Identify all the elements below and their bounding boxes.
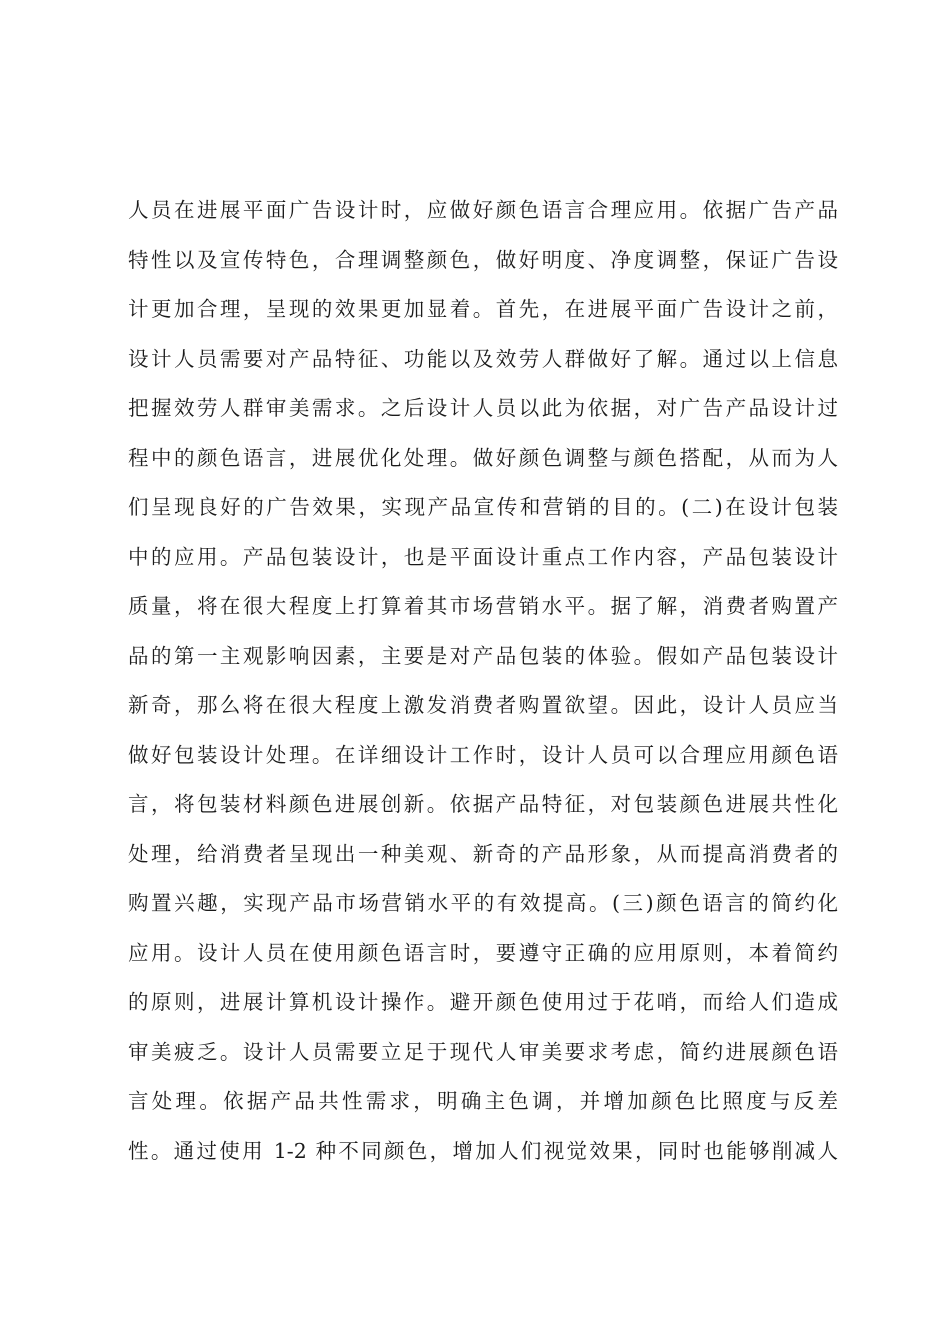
text-line-20: 性。通过使用 1-2 种不同颜色，增加人们视觉效果，同时也能够削减人 bbox=[128, 1138, 838, 1163]
text-line-16: 应用。设计人员在使用颜色语言时，要遵守正确的应用原则，本着简约 bbox=[128, 940, 838, 965]
text-line-14: 处理，给消费者呈现出一种美观、新奇的产品形象，从而提高消费者的 bbox=[128, 841, 838, 866]
text-line-1: 人员在进展平面广告设计时，应做好颜色语言合理应用。依据广告产品 bbox=[128, 198, 838, 222]
text-line-17: 的原则，进展计算机设计操作。避开颜色使用过于花哨，而给人们造成 bbox=[128, 990, 838, 1014]
text-line-7: 们呈现良好的广告效果，实现产品宣传和营销的目的。(二)在设计包装 bbox=[128, 495, 838, 519]
text-line-19: 言处理。依据产品共性需求，明确主色调，并增加颜色比照度与反差 bbox=[128, 1089, 838, 1113]
text-line-15: 购置兴趣，实现产品市场营销水平的有效提高。(三)颜色语言的简约化 bbox=[128, 891, 838, 915]
text-line-4: 设计人员需要对产品特征、功能以及效劳人群做好了解。通过以上信息 bbox=[128, 346, 838, 371]
text-line-12: 做好包装设计处理。在详细设计工作时，设计人员可以合理应用颜色语 bbox=[128, 742, 838, 767]
body-paragraph bbox=[128, 186, 838, 1176]
text-line-11: 新奇，那么将在很大程度上激发消费者购置欲望。因此，设计人员应当 bbox=[128, 693, 838, 717]
text-line-18: 审美疲乏。设计人员需要立足于现代人审美要求考虑，简约进展颜色语 bbox=[128, 1039, 838, 1064]
text-line-5: 把握效劳人群审美需求。之后设计人员以此为依据，对广告产品设计过 bbox=[128, 396, 838, 420]
text-line-3: 计更加合理，呈现的效果更加显着。首先，在进展平面广告设计之前， bbox=[128, 297, 838, 321]
text-line-8: 中的应用。产品包装设计，也是平面设计重点工作内容，产品包装设计 bbox=[128, 544, 838, 569]
text-line-2: 特性以及宣传特色，合理调整颜色，做好明度、净度调整，保证广告设 bbox=[128, 247, 838, 272]
text-line-6: 程中的颜色语言，进展优化处理。做好颜色调整与颜色搭配，从而为人 bbox=[128, 445, 838, 470]
text-line-10: 品的第一主观影响因素，主要是对产品包装的体验。假如产品包装设计 bbox=[128, 643, 838, 668]
text-line-13: 言，将包装材料颜色进展创新。依据产品特征，对包装颜色进展共性化 bbox=[128, 792, 838, 816]
text-line-9: 质量，将在很大程度上打算着其市场营销水平。据了解，消费者购置产 bbox=[128, 594, 838, 618]
